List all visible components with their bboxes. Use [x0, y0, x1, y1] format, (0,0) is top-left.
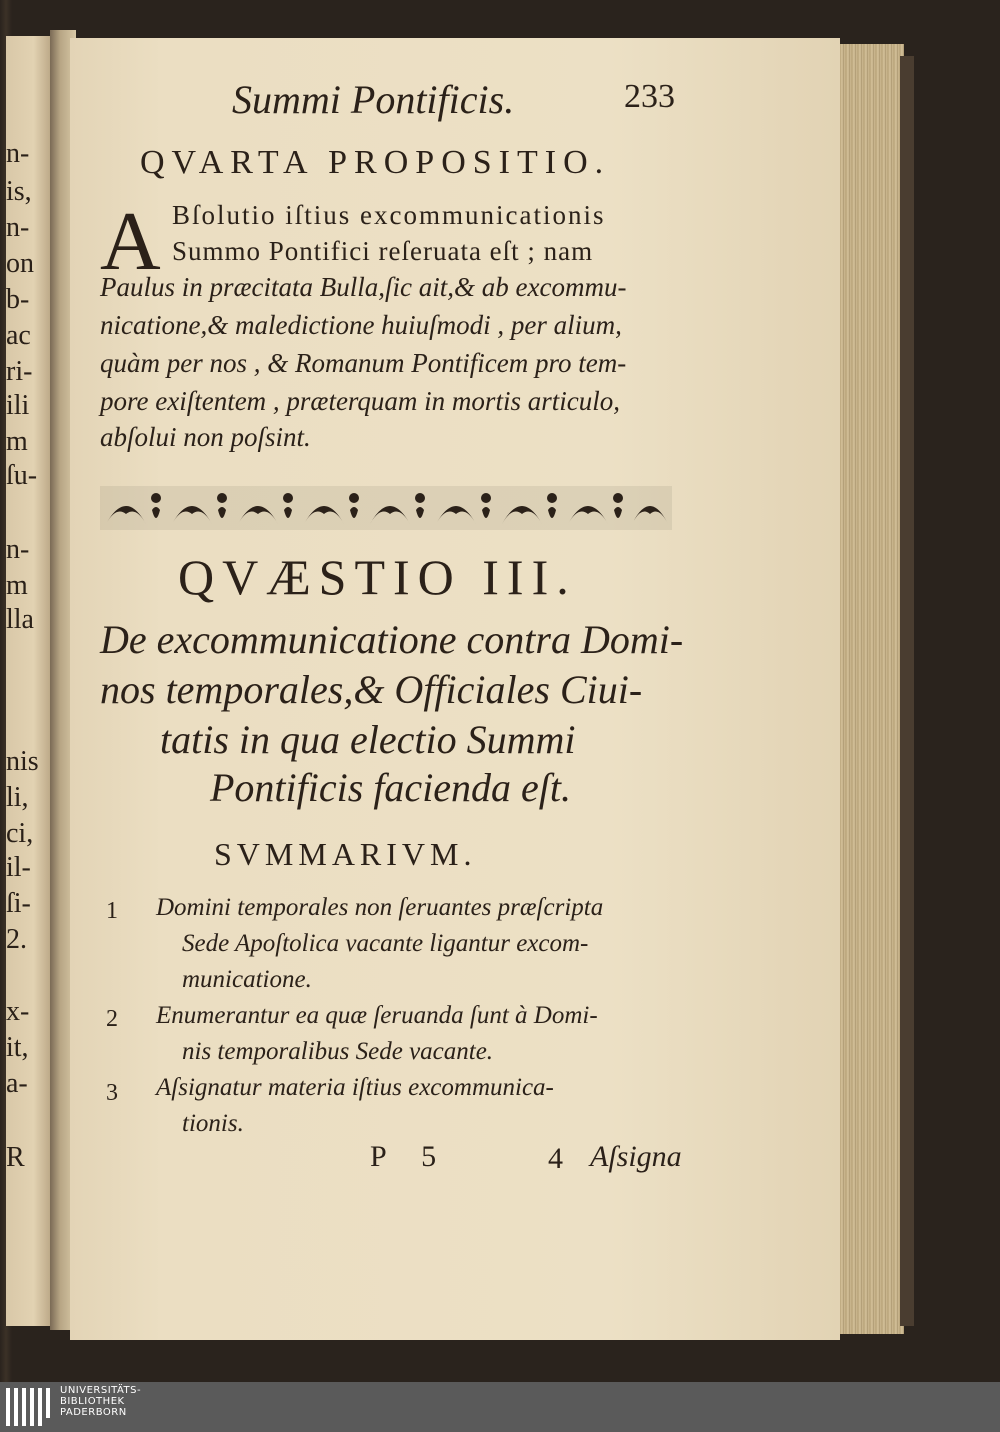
left-page-line: nis [6, 746, 39, 777]
left-page-line: R [6, 1142, 25, 1173]
summarium-heading: SVMMARIVM. [214, 836, 477, 872]
left-page-line: b- [6, 284, 30, 315]
library-logo-line: UNIVERSITÄTS- [60, 1385, 142, 1396]
left-page-line: n- [6, 138, 30, 169]
proposition-line: abſolui non poſsint. [100, 422, 311, 452]
left-page-line: ri- [6, 356, 33, 387]
library-logo-text [60, 1385, 141, 1418]
quaestio-heading: QVÆSTIO III. [178, 549, 577, 605]
proposition-line: pore exiſtentem , præterquam in mortis articulo, [100, 386, 620, 416]
quaestio-title-line: De excommunicatione contra Domi- [100, 617, 684, 662]
library-logo-line: PADERBORN [60, 1407, 127, 1418]
left-page-line: li, [6, 782, 29, 813]
catchword-number: 4 [548, 1142, 563, 1175]
summary-item-number: 3 [106, 1080, 118, 1106]
left-page-line: ili [6, 390, 30, 421]
catchword: Aſsigna [590, 1140, 682, 1173]
quaestio-title-line: tatis in qua electio Summi [160, 717, 576, 762]
left-page-line: on [6, 248, 34, 279]
summary-item-line: nis temporalibus Sede vacante. [182, 1038, 494, 1065]
left-page-line: x- [6, 996, 30, 1027]
left-page-line: it, [6, 1032, 29, 1063]
proposition-line: Paulus in præcitata Bulla,ſic ait,& ab excommu- [100, 272, 627, 302]
summary-item-line: Enumerantur ea quæ ſeruanda ſunt à Domi- [156, 1002, 598, 1029]
summary-item-line: tionis. [182, 1110, 244, 1137]
quaestio-title-line: nos temporales,& Officiales Ciui- [100, 667, 643, 712]
left-page-line: n- [6, 534, 30, 565]
summary-item-line: Domini temporales non ſeruantes præſcripta [156, 894, 604, 921]
quaestio-title-line: Pontificis facienda eſt. [210, 765, 572, 810]
signature-mark: P 5 [370, 1140, 451, 1173]
left-page-line: ſi- [6, 888, 31, 919]
summary-item-line: Aſsignatur materia iſtius excommunica- [156, 1074, 554, 1101]
left-page-line: a- [6, 1068, 28, 1099]
left-page-line: 2. [6, 924, 27, 955]
left-page-line: lla [6, 604, 34, 635]
left-page-line: ſu- [6, 460, 38, 491]
page-edges [838, 44, 904, 1334]
drop-cap: A [100, 195, 161, 288]
left-page-line: m [6, 426, 28, 457]
left-page-line: is, [6, 176, 32, 207]
running-title: Summi Pontificis. [232, 77, 515, 122]
page-edges-shadow [900, 56, 914, 1326]
library-footer [0, 1382, 1000, 1432]
proposition-line: Summo Pontifici reſeruata eſt ; nam [172, 236, 594, 266]
proposition-line: Bſolutio iſtius excommunicationis [172, 200, 606, 230]
left-page-line: m [6, 570, 28, 601]
summary-item-line: Sede Apoſtolica vacante ligantur excom- [182, 930, 589, 957]
page-number: 233 [624, 78, 675, 115]
summary-item-number: 2 [106, 1006, 118, 1032]
library-logo-icon [6, 1388, 52, 1426]
left-page-line: ac [6, 320, 31, 351]
proposition-line: quàm per nos , & Romanum Pontificem pro tem- [100, 348, 627, 378]
summary-item-number: 1 [106, 898, 118, 924]
ornament-band [100, 484, 672, 532]
proposition-line: nicatione,& maledictione huiuſmodi , per alium, [100, 310, 622, 340]
left-page-line: ci, [6, 818, 34, 849]
left-page-fragment [6, 36, 52, 1326]
summary-item-line: municatione. [182, 966, 312, 993]
left-page-line: n- [6, 212, 30, 243]
left-page-line: il- [6, 852, 31, 883]
library-logo-line: BIBLIOTHEK [60, 1396, 125, 1407]
proposition-heading: QVARTA PROPOSITIO. [140, 144, 611, 181]
